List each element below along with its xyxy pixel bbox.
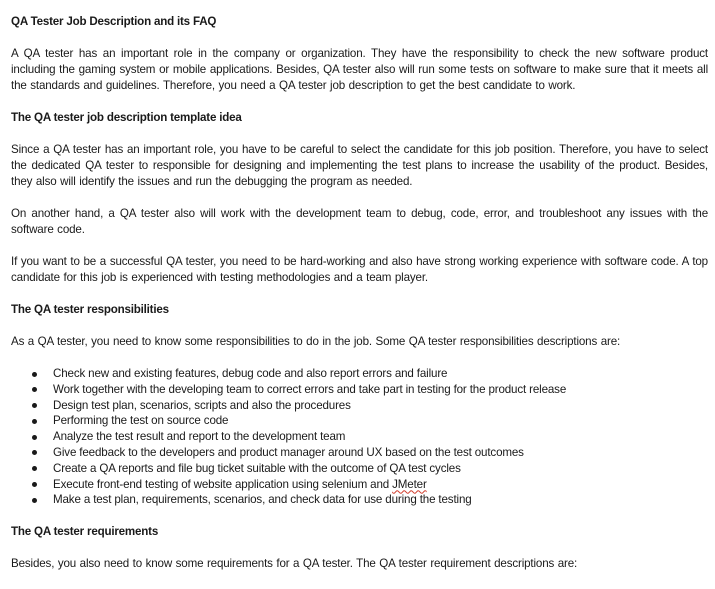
list-item-text: Make a test plan, requirements, scenarios, and check data for use during the testing: [53, 493, 472, 507]
bullet-icon: [32, 435, 37, 440]
list-item-text: Analyze the test result and report to the development team: [53, 430, 346, 444]
list-item: [11, 429, 708, 445]
list-item: [11, 398, 708, 414]
intro-paragraph: A QA tester has an important role in the company or organization. They have the responsibility to check the new software product including the gaming system or mobile applications. Besides, QA tester also will run some tests on software to make sure that it meets all the standards and guidelines. Therefore, you need a QA tester job description to get the best candidate to work.: [11, 47, 708, 92]
list-item-text: Create a QA reports and file bug ticket suitable with the outcome of QA test cycles: [53, 461, 461, 475]
paragraph: On another hand, a QA tester also will work with the development team to debug, code, error, and troubleshoot any issues with the software code.: [11, 207, 708, 236]
list-item-text: Execute front-end testing of website application using selenium and: [53, 477, 393, 491]
section-heading-requirements: The QA tester requirements: [11, 525, 159, 539]
list-item: [11, 382, 708, 398]
list-item: [11, 413, 708, 429]
list-item: [11, 461, 708, 477]
list-item-text: Performing the test on source code: [53, 414, 229, 428]
paragraph: As a QA tester, you need to know some responsibilities to do in the job. Some QA tester responsibilities descriptions are:: [11, 335, 621, 348]
bullet-icon: [32, 387, 37, 392]
bullet-icon: [32, 403, 37, 408]
bullet-icon: [32, 466, 37, 471]
section-heading-template-idea: The QA tester job description template idea: [11, 111, 242, 124]
list-item-text: Check new and existing features, debug code and also report errors and failure: [53, 367, 448, 380]
document-title: QA Tester Job Description and its FAQ: [11, 15, 217, 28]
list-item: [11, 445, 708, 461]
list-item-text: Design test plan, scenarios, scripts and also the procedures: [53, 398, 351, 412]
bullet-icon: [32, 372, 37, 377]
paragraph: If you want to be a successful QA tester, you need to be hard-working and also have strong working experience with software code. A top candidate for this job is experienced with testing methodologies and a team player.: [11, 255, 708, 284]
paragraph: Since a QA tester has an important role, you have to be careful to select the candidate for this job position. Therefore, you have to select the dedicated QA tester to responsible for designing and implementing the test plans to increase the usability of the product. Besides, they also will identify the issues and run the debugging the program as needed.: [11, 143, 708, 188]
list-item: [11, 492, 708, 508]
paragraph: Besides, you also need to know some requirements for a QA tester. The QA tester requirement descriptions are:: [11, 557, 578, 571]
spellcheck-flagged-word[interactable]: JMeter: [392, 477, 427, 491]
bullet-icon: [32, 482, 37, 487]
list-item-text: Give feedback to the developers and product manager around UX based on the test outcomes: [53, 445, 524, 459]
responsibilities-list: [11, 366, 708, 508]
bullet-icon: [32, 498, 37, 503]
section-heading-responsibilities: The QA tester responsibilities: [11, 303, 169, 316]
list-item: [11, 366, 708, 382]
bullet-icon: [32, 450, 37, 455]
list-item: [11, 477, 708, 493]
list-item-text: Work together with the developing team to correct errors and take part in testing for the product release: [53, 382, 567, 396]
bullet-icon: [32, 419, 37, 424]
